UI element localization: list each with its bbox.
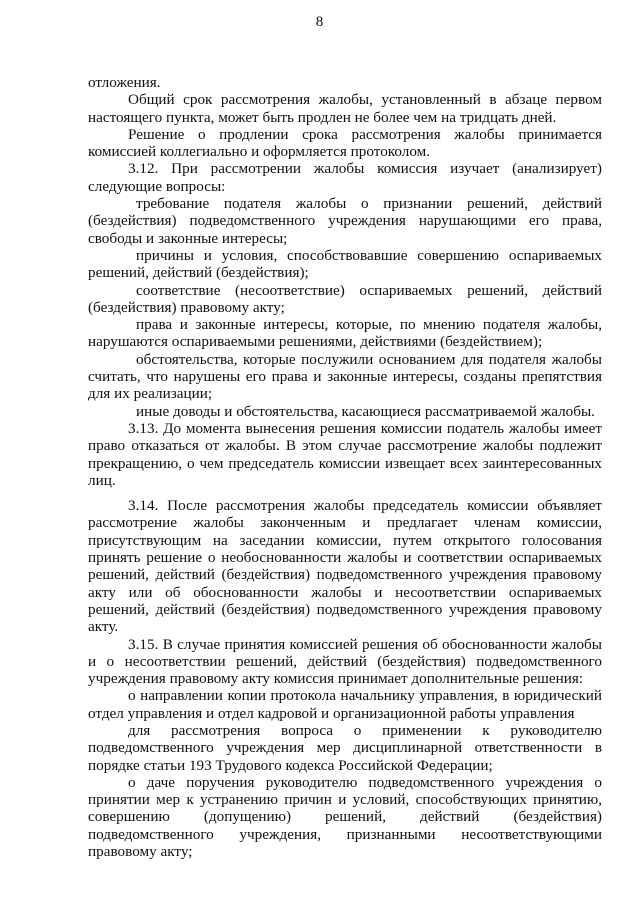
section-3-15: 3.15. В случае принятия комиссией решения об обоснованности жалобы и о несоответствии решений, действий (бездействия) подведомственного учреждения правовому акту комиссия принимает дополнительные решения: xyxy=(88,635,602,688)
section-3-14: 3.14. После рассмотрения жалобы председатель комиссии объявляет рассмотрение жалобы законченным и предлагает членам комиссии, присутствующим на заседании комиссии, путем открытого голосования принять решение о необоснованности жалобы и соответствии оспариваемых решений, действий (бездействия) подведомственного учреждения правовому акту или об обоснованности жалобы и несоответствии оспариваемых решений, действий (бездействия) подведомственного учреждения правовому акту. xyxy=(88,497,602,636)
document-body xyxy=(88,74,602,860)
list-item: о направлении копии протокола начальнику управления, в юридический отдел управления и отдел кадровой и организационной работы управления xyxy=(88,687,602,722)
list-item: права и законные интересы, которые, по мнению подателя жалобы, нарушаются оспариваемыми решениями, действиями (бездействием); xyxy=(88,316,602,351)
list-item: причины и условия, способствовавшие совершению оспариваемых решений, действий (бездействия); xyxy=(88,246,602,282)
paragraph: Решение о продлении срока рассмотрения жалобы принимается комиссией коллегиально и оформляется протоколом. xyxy=(88,125,602,161)
list-item: о даче поручения руководителю подведомственного учреждения о принятии мер к устранению причин и условий, способствующих принятию, совершению (допущению) решений, действий (бездействия) подведомственного учреждения, признанными несоответствующими правовому акту; xyxy=(88,773,602,861)
list-item: требование подателя жалобы о признании решений, действий (бездействия) подведомственного учреждения нарушающими его права, свободы и законные интересы; xyxy=(88,195,602,247)
section-3-12: 3.12. При рассмотрении жалобы комиссия изучает (анализирует) следующие вопросы: xyxy=(88,160,602,195)
list-item: соответствие (несоответствие) оспариваемых решений, действий (бездействия) правовому акту; xyxy=(88,281,602,316)
list-item: иные доводы и обстоятельства, касающиеся рассматриваемой жалобы. xyxy=(136,402,595,420)
page-number: 8 xyxy=(315,14,324,30)
list-item: для рассмотрения вопроса о применении к руководителю подведомственного учреждения мер дисциплинарной ответственности в порядке статьи 193 Трудового кодекса Российской Федерации; xyxy=(88,721,602,774)
paragraph: Общий срок рассмотрения жалобы, установленный в абзаце первом настоящего пункта, может быть продлен не более чем на тридцать дней. xyxy=(88,91,602,126)
list-item: обстоятельства, которые послужили основанием для подателя жалобы считать, что нарушены его права и законные интересы, созданы препятствия для их реализации; xyxy=(88,350,602,403)
section-3-13: 3.13. До момента вынесения решения комиссии податель жалобы имеет право отказаться от жалобы. В этом случае рассмотрение жалобы подлежит прекращению, о чем председатель комиссии извещает всех заинтересованных лиц. xyxy=(88,419,602,489)
paragraph: отложения. xyxy=(88,74,161,91)
